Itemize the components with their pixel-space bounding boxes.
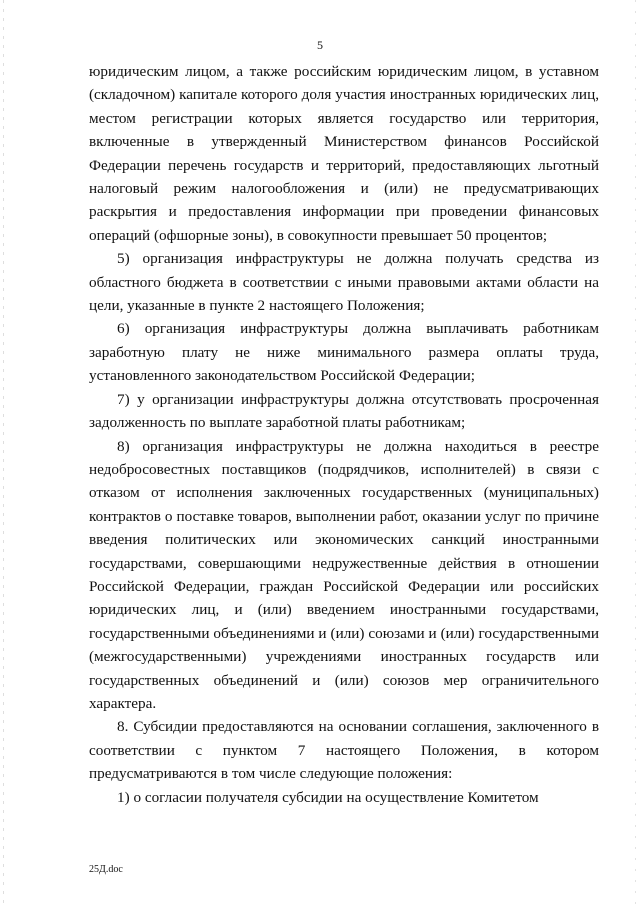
page-number: 5	[317, 38, 323, 52]
paragraph-subitem-1: 1) о согласии получателя субсидии на осуществление Комитетом	[117, 788, 539, 806]
paragraph-continuation: юридическим лицом, а также российским юридическим лицом, в уставном (складочном) капитале которого доля участия иностранных юридических лиц, местом регистрации которых является государство или территория, включенные в утвержденный Министерством финансов Российской Федерации перечень государств и территорий, предоставляющих льготный налоговый режим налогообложения и (или) не предусматривающих раскрытия и предоставления информации при проведении финансовых операций (офшорные зоны), в совокупности превышает 50 процентов;	[89, 63, 599, 244]
footer-filename: 25Д.doc	[89, 864, 123, 875]
scan-edge-left	[3, 0, 4, 905]
paragraph-item-7: 7) у организации инфраструктуры должна отсутствовать просроченная задолженность по выплате заработной платы работникам;	[89, 390, 599, 432]
paragraph-item-5: 5) организация инфраструктуры не должна получать средства из областного бюджета в соответствии с иными правовыми актами области на цели, указанные в пункте 2 настоящего Положения;	[89, 250, 599, 315]
scan-edge-right	[635, 0, 636, 905]
paragraph-item-8: 8) организация инфраструктуры не должна находиться в реестре недобросовестных поставщиков (подрядчиков, исполнителей) в связи с отказом от исполнения заключенных государственных (муниципальных) контрактов о поставке товаров, выполнении работ, оказании услуг по причине введения политических или экономических санкций иностранными государствами, совершающими недружественные действия в отношении Российской Федерации, граждан Российской Федерации или российских юридических лиц, и (или) введением иностранными государствами, государственными объединениями и (или) союзами и (или) государственными (межгосударственными) учреждениями иностранных государств или государственных объединений и (или) союзов мер ограничительного характера.	[89, 437, 599, 712]
paragraph-item-6: 6) организация инфраструктуры должна выплачивать работникам заработную плату не ниже минимального размера оплаты труда, установленного законодательством Российской Федерации;	[89, 320, 599, 385]
document-body	[89, 60, 599, 809]
paragraph-section-8: 8. Субсидии предоставляются на основании соглашения, заключенного в соответствии с пунктом 7 настоящего Положения, в котором предусматриваются в том числе следующие положения:	[89, 718, 599, 783]
